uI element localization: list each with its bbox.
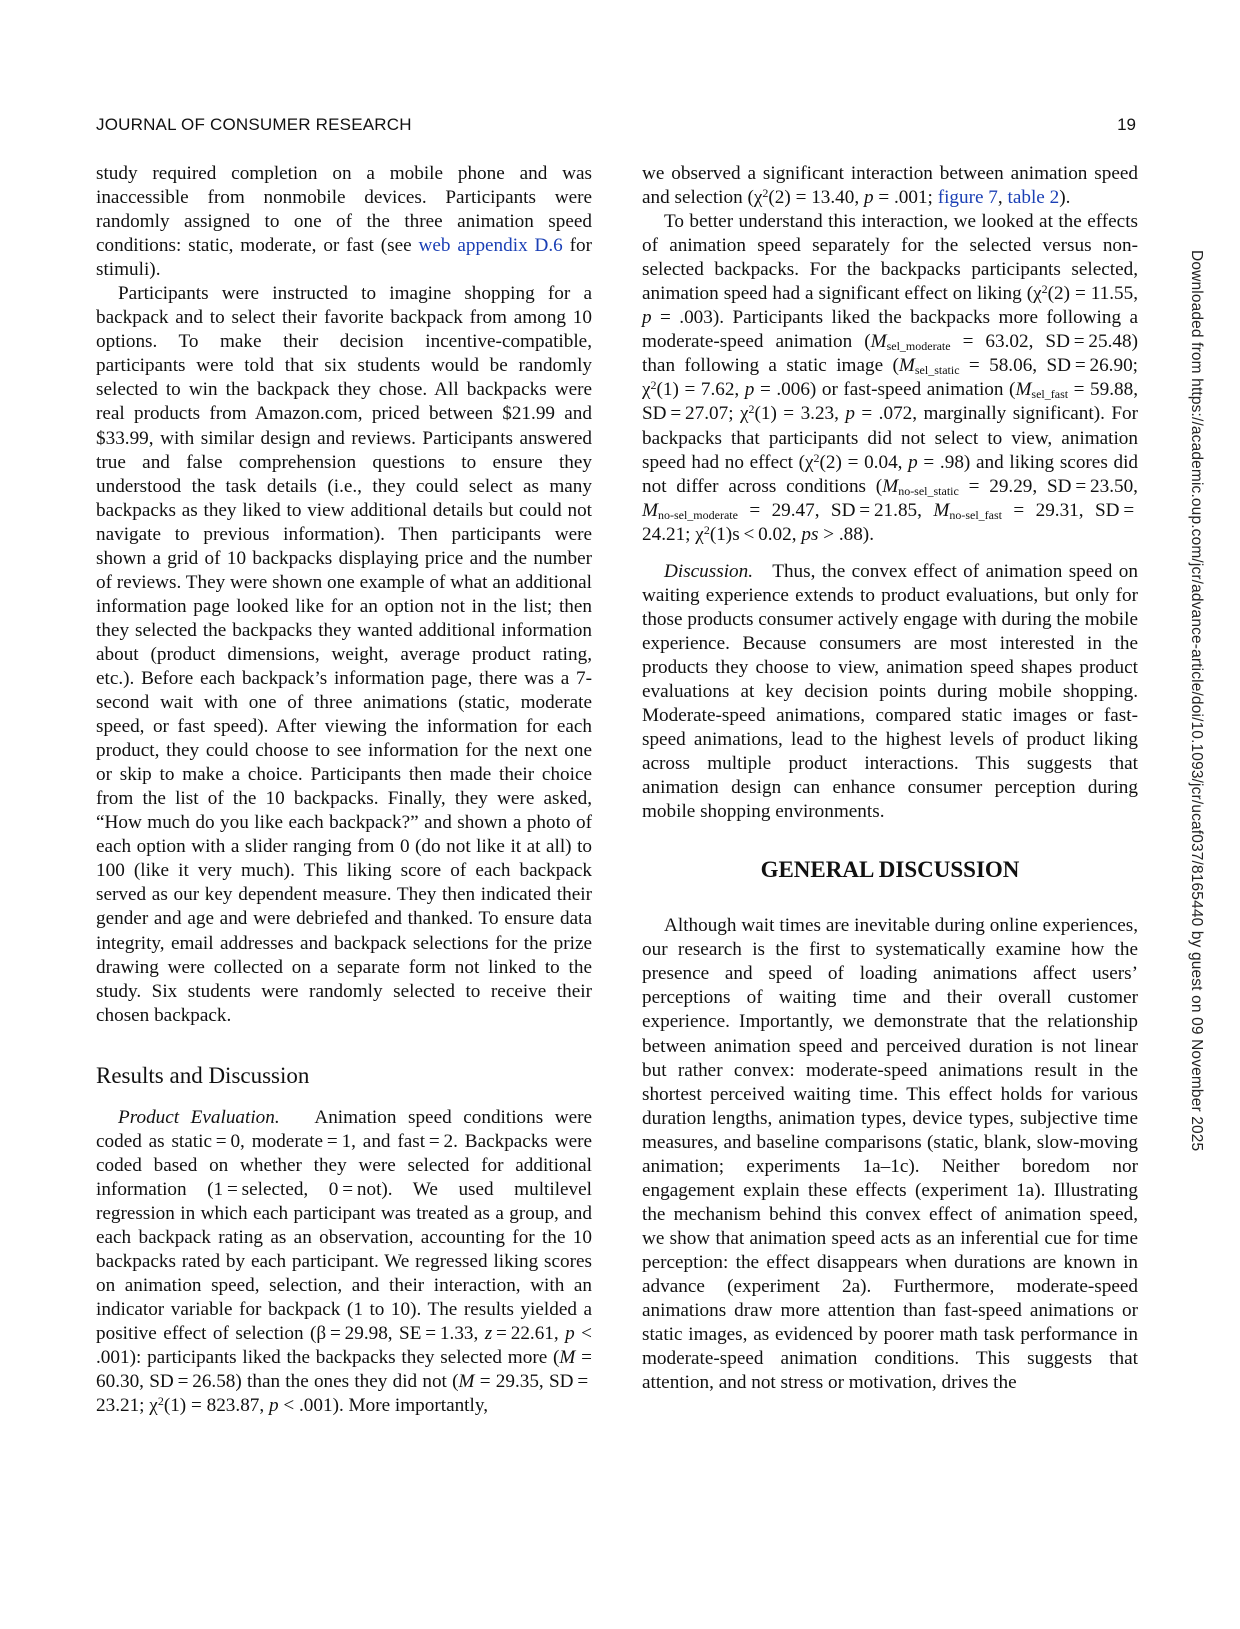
italic-symbol: M [870, 331, 887, 353]
italic-symbol: p [565, 1323, 575, 1345]
italic-symbol: p [642, 307, 652, 329]
table-2-link[interactable]: table 2 [1007, 187, 1060, 209]
page-number: 19 [1117, 115, 1136, 134]
text-run: = 29.47, SD = 21.85, [737, 499, 934, 521]
text-run: (1) = 823.87, [163, 1395, 269, 1417]
italic-symbol: M [898, 355, 915, 377]
text-run: Animation speed conditions were coded as static = 0, moderate = 1, and fast = 2. Backpacks were coded based on whether they were selected for additional information (1 = selected, 0 = not). We used multilevel regression in which each participant was treated as a group, and each backpack rating as an observation, accounting for the 10 backpacks rated by each participant. We regressed liking scores on animation speed, selection, and their interaction, with an indicator variable for backpack (1 to 10). The results yielded a positive effect of selection (β = 29.98, SE = 1.33, [96, 1106, 593, 1345]
text-run: < .001). More importantly, [278, 1395, 488, 1417]
text-run: < .001): participants liked the backpacks they selected more ( [96, 1323, 592, 1369]
text-run: = 22.61, [492, 1323, 566, 1345]
paragraph-speed-effects [642, 210, 1138, 547]
superscript: 2 [650, 378, 657, 393]
italic-symbol: p [863, 187, 874, 209]
text-run: = 29.35, SD = 23.21; χ [96, 1371, 592, 1417]
text-run: Thus, the convex effect of animation speed on waiting experience extends to product evaluations, but only for those products consumer actively engage with during the mobile experience. Because consumers are most interested in the products they choose to view, animation speed shapes product evaluations at key decision points during mobile shopping. Moderate-speed animations, compared static images or fast-speed animations, lead to the highest levels of product liking across multiple product interactions. This suggests that animation design can enhance consumer perception during mobile shopping environments. [642, 560, 1138, 823]
text-run: = .001; [873, 187, 938, 209]
text-run: ). [1059, 187, 1071, 209]
italic-symbol: p [908, 451, 918, 473]
subscript: sel_moderate [886, 339, 951, 354]
text-run: (2) = 13.40, [768, 187, 864, 209]
subscript: no-sel_fast [949, 507, 1002, 522]
italic-symbol: M [933, 499, 950, 521]
text-run: = .006) or fast-speed animation ( [754, 379, 1016, 401]
italic-symbol: M [559, 1347, 576, 1369]
superscript: 2 [157, 1394, 164, 1409]
italic-symbol: M [642, 499, 658, 521]
superscript: 2 [703, 522, 710, 537]
text-run: = 63.02, SD = 25.48) than following a static image ( [642, 331, 1138, 377]
discussion-subheading: Discussion. [664, 560, 754, 582]
text-run: = 59.88, SD = 27.07; χ [642, 379, 1138, 425]
superscript: 2 [762, 186, 769, 201]
text-run: for stimuli). [96, 235, 593, 281]
paragraph-gap [642, 547, 1138, 560]
paragraph-study-intro [96, 162, 592, 282]
text-run: (1) = 3.23, [754, 403, 846, 425]
text-run: = .98) and liking scores did not differ across conditions ( [642, 451, 1138, 497]
subscript: sel_static [914, 363, 960, 378]
figure-7-link[interactable]: figure 7 [937, 187, 998, 209]
italic-symbol: z [484, 1323, 493, 1345]
results-discussion-heading: Results and Discussion [96, 1062, 310, 1088]
text-run: = 29.31, SD = 24.21; χ [642, 499, 1138, 545]
paragraph-product-evaluation [96, 1106, 592, 1419]
text-run: = .072, marginally significant). For backpacks that participants did not select to view, animation speed had no effect (χ [642, 403, 1138, 473]
superscript: 2 [1041, 282, 1048, 297]
left-column [96, 162, 592, 1418]
text-run: = 58.06, SD = 26.90; χ [642, 355, 1138, 401]
download-watermark: Downloaded from https://academic.oup.com/jcr/advance-article/doi/10.1093/jcr/ucaf037/8165440 by guest on 09 November 2025 [1188, 250, 1205, 1152]
italic-symbol: M [458, 1371, 475, 1393]
text-run: (1) = 7.62, [656, 379, 745, 401]
text-run: = 29.29, SD = 23.50, [958, 475, 1138, 497]
text-run: (2) = 0.04, [819, 451, 909, 473]
text-run: > .88). [818, 523, 874, 545]
subscript: sel_fast [1031, 387, 1069, 402]
paragraph-discussion [642, 560, 1138, 825]
italic-symbol: p [268, 1395, 279, 1417]
product-evaluation-subheading: Product Evaluation. [118, 1106, 280, 1128]
right-column [642, 162, 1138, 1395]
text-run: we observed a significant interaction between animation speed and selection (χ [642, 163, 1138, 209]
text-run: = 60.30, SD = 26.58) than the ones they did not ( [96, 1347, 592, 1393]
italic-symbol: M [882, 475, 899, 497]
paragraph-interaction [642, 162, 1138, 210]
text-run: , [997, 187, 1008, 209]
superscript: 2 [813, 450, 820, 465]
italic-symbol: ps [801, 523, 819, 545]
subscript: no-sel_moderate [657, 507, 738, 522]
web-appendix-link[interactable]: web appendix D.6 [418, 235, 563, 257]
paragraph-general-discussion: Although wait times are inevitable during online experiences, our research is the first to systematically examine how the presence and speed of loading animations affect users’ perceptions of waiting time and their overall customer experience. Importantly, we demonstrate that the relationship between animation speed and perceived duration is not linear but rather convex: moderate-speed animations result in the shortest perceived waiting time. This effect holds for various duration lengths, animation types, device types, subjective time measures, and baseline comparisons (static, blank, slow-moving animation; experiments 1a–1c). Neither boredom nor engagement explain these effects (experiment 1a). Illustrating the mechanism behind this convex effect of animation speed, we show that animation speed acts as an inferential cue for time perception: the effect disappears when durations are known in advance (experiment 2a). Furthermore, moderate-speed animations draw more attention than fast-speed animations or static images, as evidenced by poorer math task performance in moderate-speed animation conditions. This suggests that attention, and not stress or motivation, drives the [642, 915, 1138, 1394]
paragraph-procedure: Participants were instructed to imagine shopping for a backpack and to select their favorite backpack from among 10 options. To make their decision incentive-compatible, participants were told that six students would be randomly selected to win the backpack they chose. All backpacks were real products from Amazon.com, priced between $21.99 and $33.99, with similar design and reviews. Participants answered true and false comprehension questions to ensure they understood the task details (i.e., they could select as many backpacks as they liked to view additional details but could not navigate to previous information). Then participants were shown a grid of 10 backpacks displaying price and the number of reviews. They were shown one example of what an additional information page looked like for an option not in the list; then they selected the backpacks they wanted additional information about (product dimensions, weight, average product rating, etc.). Before each backpack’s information page, there was a 7-second wait with one of three animations (static, moderate speed, or fast speed). After viewing the information for each product, they could choose to see information for the next one or skip to make a choice. Participants then made their choice from the list of the 10 backpacks. Finally, they were asked, “How much do you like each backpack?” and shown a photo of each option with a slider ranging from 0 (do not like it at all) to 100 (like it very much). This liking score of each backpack served as our key dependent measure. They then indicated their gender and age and were debriefed and thanked. To ensure data integrity, email addresses and backpack selections for the prize drawing were collected on a separate form not linked to the study. Six students were randomly selected to receive their chosen backpack. [96, 283, 592, 1026]
text-run: To better understand this interaction, we looked at the effects of animation speed separately for the selected versus non-selected backpacks. For the backpacks participants selected, animation speed had a significant effect on liking (χ [642, 211, 1138, 305]
text-run: study required completion on a mobile phone and was inaccessible from nonmobile devices. Participants were randomly assigned to one of the three animation speed conditions: static, moderate, or fast (see [96, 163, 592, 257]
running-head: JOURNAL OF CONSUMER RESEARCH [96, 115, 412, 134]
italic-symbol: p [744, 379, 755, 401]
subscript: no-sel_static [898, 483, 959, 498]
superscript: 2 [748, 402, 755, 417]
text-run: (2) = 11.55, [1047, 283, 1139, 305]
general-discussion-heading: GENERAL DISCUSSION [760, 857, 1020, 883]
text-run: = .003). Participants liked the backpacks more following a moderate-speed animation ( [642, 307, 1138, 353]
italic-symbol: p [845, 403, 855, 425]
text-run: (1)s < 0.02, [709, 523, 802, 545]
italic-symbol: M [1015, 379, 1032, 401]
